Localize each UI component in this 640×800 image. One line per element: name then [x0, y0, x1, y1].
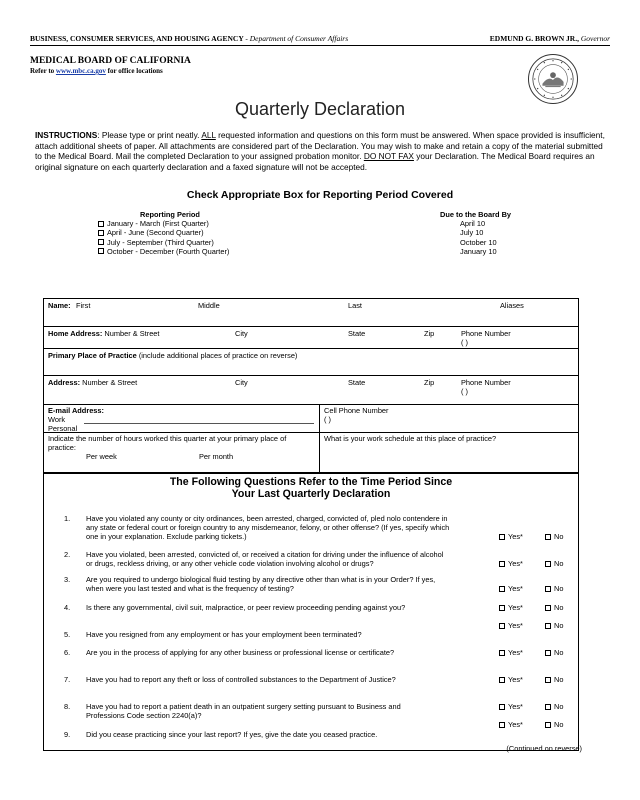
no-checkbox[interactable] [545, 623, 551, 629]
yes-checkbox[interactable] [499, 722, 505, 728]
email-work-field[interactable]: Work [48, 415, 66, 424]
no-checkbox[interactable] [545, 586, 551, 592]
home-address-label: Home Address: [48, 329, 103, 338]
yes-checkbox[interactable] [499, 677, 505, 683]
middle-name-field[interactable]: Middle [198, 301, 220, 310]
agency-header [30, 34, 610, 46]
per-month-field[interactable]: Per month [199, 452, 234, 461]
name-label: Name: [48, 301, 71, 310]
zip-field[interactable]: Zip [424, 378, 435, 387]
yes-checkbox[interactable] [499, 623, 505, 629]
state-seal-icon [528, 54, 578, 104]
board-name: MEDICAL BOARD OF CALIFORNIA [30, 56, 191, 66]
reporting-period-header: Reporting Period [140, 210, 200, 219]
last-name-field[interactable]: Last [348, 301, 362, 310]
department-name: - Department of Consumer Affairs [245, 34, 349, 43]
agency-name: BUSINESS, CONSUMER SERVICES, AND HOUSING AGENCY [30, 34, 244, 43]
period-option[interactable]: July - September (Third Quarter) [98, 238, 229, 247]
board-block [30, 56, 191, 75]
name-row[interactable] [44, 299, 578, 327]
aliases-field[interactable]: Aliases [500, 301, 524, 310]
yes-no-choice[interactable]: Yes* No [499, 603, 563, 612]
email-personal-field[interactable]: Personal [48, 424, 78, 433]
hours-row [44, 433, 578, 472]
hours-question: Indicate the number of hours worked this quarter at your primary place of practice: [48, 434, 287, 452]
board-refer: Refer to www.mbc.ca.gov for office locations [30, 67, 163, 75]
due-dates [440, 210, 511, 256]
question-text: Is there any governmental, civil suit, malpractice, or peer review proceeding pending against you? [86, 603, 406, 612]
governor-title: Governor [580, 34, 610, 43]
yes-no-choice[interactable]: Yes* No [499, 559, 563, 568]
question-text: Have you had to report a patient death in an outpatient surgery setting pursuant to Business and Professions Code section 2240(a)? [86, 702, 401, 721]
section-divider [44, 472, 578, 474]
question-text: Have you violated any county or city ordinances, been arrested, charged, convicted of, pled nolo contendere in any state or federal court or foreign country to any misdemeanor, felony, or other offense? (If yes, specify which one in your explanation. Exclude parking tickets.) [86, 514, 450, 542]
reporting-periods [98, 210, 229, 256]
due-date: January 10 [460, 246, 497, 256]
phone-field[interactable]: Phone Number [461, 329, 511, 338]
no-checkbox[interactable] [545, 722, 551, 728]
address-label: Address: [48, 378, 81, 387]
yes-no-choice[interactable]: Yes* No [499, 720, 563, 729]
yes-no-choice[interactable]: Yes* No [499, 584, 563, 593]
period-option[interactable]: January - March (First Quarter) [98, 219, 229, 228]
period-option[interactable]: April - June (Second Quarter) [98, 228, 229, 237]
city-field[interactable]: City [235, 378, 248, 387]
no-checkbox[interactable] [545, 704, 551, 710]
question-text: Are you required to undergo biological fluid testing by any directive other than what is in your Order? If yes, when were you last tested and what is the frequency of testing? [86, 575, 436, 594]
no-checkbox[interactable] [545, 677, 551, 683]
checkbox[interactable] [98, 239, 104, 245]
question-text: Have you resigned from any employment or has your employment been terminated? [86, 630, 362, 639]
yes-checkbox[interactable] [499, 704, 505, 710]
phone-area-code[interactable]: ( ) [461, 387, 468, 396]
board-website-link[interactable]: www.mbc.ca.gov [55, 67, 106, 75]
governor-name: EDMUND G. BROWN JR., [489, 34, 579, 43]
yes-checkbox[interactable] [499, 561, 505, 567]
no-checkbox[interactable] [545, 534, 551, 540]
no-checkbox[interactable] [545, 605, 551, 611]
declaration-form: Name: First Middle Last Aliases Home Address: Number & Street City State Zip Phone Number ( ) Primary Place of Practice (include additional places of practice on reverse) Address: Number & Street City State Zip Phone Number ( ) E-mail Address: Work Personal Cell Phone Number ( ) Indicate the number of hours worked this quarter at your primary place of practice: Per week Per month What is your work schedule at this place of practice? The Following Questions Refer to the Time Period Since Your Last Quarterly Declaration 1. Have you violated any county or city ordinances, been arrested, charged, convicted of, pled nolo contendere in any state or federal court or foreign country to any misdemeanor, felony, or other offense? (If yes, specify which one in your explanation. Exclude parking tickets.) Yes* No 2. Have you violated, been arrested, convicted of, or received a citation for driving under the influence of alcohol or drugs, reckless driving, or any other vehicle code violation involving alcohol or drugs? Yes* No 3. Are you required to undergo biological fluid testing by any directive other than what is in your Order? If yes, when were you last tested and what is the frequency of testing? Yes* No 4. Is there any governmental, civil suit, malpractice, or peer review proceeding pending against you? Yes* No 5. Have you resigned from any employment or has your employment been terminated? Yes* No 6. Are you in the process of applying for any other business or professional license or certificate? Yes* No 7. Have you had to report any theft or loss of controlled substances to the Department of Justice? Yes* No 8. Have you had to report a patient death in an outpatient surgery setting pursuant to Business and Professions Code section 2240(a)? Yes* No Yes* No 9. Did you cease practicing since your last report? If yes, give the date you ceased practice. [43, 298, 579, 751]
question-text: Are you in the process of applying for any other business or professional license or certificate? [86, 648, 395, 657]
page-title: Quarterly Declaration [234, 99, 406, 119]
yes-checkbox[interactable] [499, 534, 505, 540]
no-checkbox[interactable] [545, 561, 551, 567]
instructions: INSTRUCTIONS: Please type or print neatly. ALL requested information and questions on this form must be answered. When space provided is insufficient, attach additional sheets of paper. All attachments are considered part of the Declaration. You may wish to make and retain a copy of the material submitted to the Medical Board. Mail the completed Declaration to your assigned probation monitor. DO NOT FAX your Declaration. The Medical Board requires an original signature on each quarterly declaration and a faxed signature will not be accepted. [35, 130, 605, 172]
email-work-line[interactable] [84, 423, 314, 424]
state-field[interactable]: State [348, 329, 366, 338]
email-label: E-mail Address: [48, 406, 104, 415]
yes-no-choice[interactable]: Yes* No [499, 702, 563, 711]
checkbox[interactable] [98, 248, 104, 254]
practice-address-row[interactable] [44, 376, 578, 405]
first-name-field[interactable]: First [76, 301, 91, 310]
reporting-period-heading: Check Appropriate Box for Reporting Period Covered [186, 189, 454, 201]
phone-field[interactable]: Phone Number [461, 378, 511, 387]
yes-checkbox[interactable] [499, 586, 505, 592]
street-field[interactable]: Number & Street [104, 329, 160, 338]
yes-no-choice[interactable]: Yes* No [499, 532, 563, 541]
due-date: July 10 [460, 228, 484, 238]
zip-field[interactable]: Zip [424, 329, 435, 338]
schedule-question[interactable]: What is your work schedule at this place of practice? [324, 434, 497, 443]
home-address-row[interactable] [44, 327, 578, 349]
checkbox[interactable] [98, 221, 104, 227]
state-field[interactable]: State [348, 378, 366, 387]
primary-practice-label: Primary Place of Practice [48, 351, 137, 360]
yes-no-choice[interactable]: Yes* No [499, 675, 563, 684]
checkbox[interactable] [98, 230, 104, 236]
yes-checkbox[interactable] [499, 605, 505, 611]
question-text: Have you violated, been arrested, convicted of, or received a citation for driving under the influence of alcohol or drugs, reckless driving, or any other vehicle code violation involving alcohol or drugs? [86, 550, 444, 569]
due-header: Due to the Board By [440, 210, 512, 219]
due-date: October 10 [460, 237, 497, 247]
phone-area-code[interactable]: ( ) [461, 338, 468, 347]
due-date: April 10 [460, 219, 486, 229]
yes-no-choice[interactable]: Yes* No [499, 648, 563, 657]
per-week-field[interactable]: Per week [86, 452, 117, 461]
no-checkbox[interactable] [545, 650, 551, 656]
yes-no-choice[interactable]: Yes* No [499, 621, 563, 630]
period-option[interactable]: October - December (Fourth Quarter) [98, 247, 229, 256]
contact-row [44, 405, 578, 433]
question-text: Have you had to report any theft or loss of controlled substances to the Department of Justice? [86, 675, 396, 684]
primary-practice-note: (include additional places of practice on reverse) [138, 351, 298, 360]
cell-phone-field[interactable]: Cell Phone Number [324, 406, 389, 415]
cell-area-code[interactable]: ( ) [324, 415, 331, 424]
continued-note: (Continued on reverse) [506, 744, 582, 753]
questions-heading: The Following Questions Refer to the Time Period Since Your Last Quarterly Declaration [169, 476, 453, 500]
street-field[interactable]: Number & Street [82, 378, 138, 387]
question-text: Did you cease practicing since your last report? If yes, give the date you ceased practice. [86, 730, 378, 739]
yes-checkbox[interactable] [499, 650, 505, 656]
primary-practice-row[interactable] [44, 349, 578, 376]
city-field[interactable]: City [235, 329, 248, 338]
